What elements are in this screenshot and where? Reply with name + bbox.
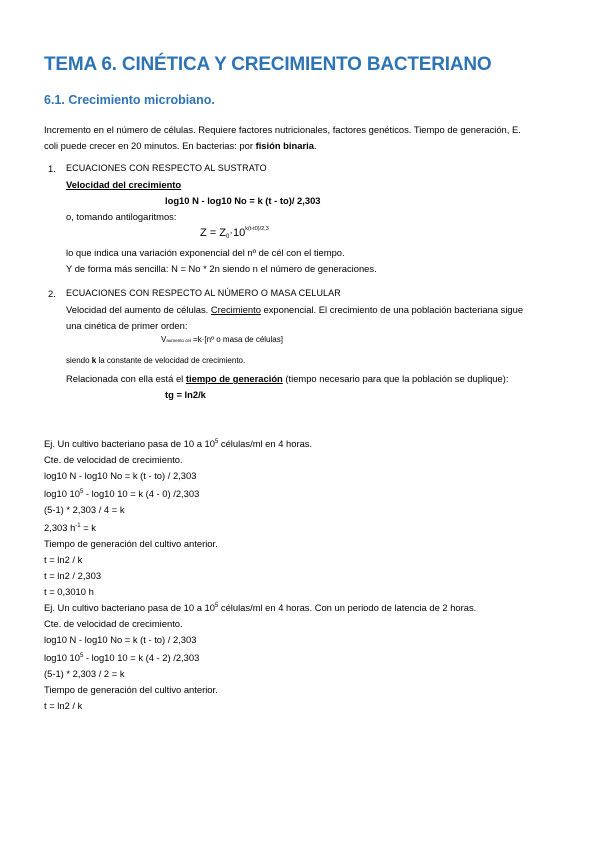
z-formula: $Z = Z0\cdot 10^{k(t-t0)/2,3}$ — [200, 226, 269, 240]
example-2-line-7: t = ln2 / k — [44, 700, 83, 711]
section-subtitle: 6.1. Crecimiento microbiano. — [44, 93, 215, 107]
example-1-line-2: Cte. de velocidad de crecimiento. — [44, 454, 183, 465]
generation-time-term: tiempo de generación — [185, 373, 283, 384]
example-2-line-1: Ej. Un cultivo bacteriano pasa de 10 a $10^5$ células/ml en 4 horas. Con un periodo de latencia de 2 horas. — [44, 602, 477, 613]
tg-formula: tg = ln2/k — [165, 389, 206, 400]
log-formula: log10 N - log10 No = k (t - to)/ 2,303 — [165, 195, 321, 206]
section-2-line-1: Velocidad del aumento de células. Crecimiento exponencial. El crecimiento de una población bacteriana sigue — [66, 304, 524, 315]
example-1-line-4: log10 $10^5 - \log 10$ 10 = k (4 - 0) /2,303 — [44, 488, 200, 499]
siendo-note: siendo k la constante de velocidad de crecimiento. — [66, 356, 246, 365]
antilog-text: o, tomando antilogaritmos: — [66, 211, 177, 222]
example-2-line-3: log10 N - log10 No = k (t - to) / 2,303 — [44, 634, 197, 645]
example-1-line-8: t = ln2 / k — [44, 554, 83, 565]
example-1-line-3: log10 N - log10 No = k (t - to) / 2,303 — [44, 470, 197, 481]
example-2-line-2: Cte. de velocidad de crecimiento. — [44, 618, 183, 629]
example-2-line-4: log10 $10^5 - \log 10$ 10 = k (4 - 2) /2,303 — [44, 652, 200, 663]
section-2-line-2: una cinética de primer orden: — [66, 320, 188, 331]
example-1-line-9: t = ln2 / 2,303 — [44, 570, 102, 581]
example-1-line-7: Tiempo de generación del cultivo anterior. — [44, 538, 218, 549]
desc-line-2: Y de forma más sencilla: N = No * 2n siendo n el número de generaciones. — [66, 263, 377, 274]
document-title: TEMA 6. CINÉTICA Y CRECIMIENTO BACTERIANO — [44, 54, 492, 75]
intro-paragraph — [44, 122, 521, 154]
section-2-heading: ECUACIONES CON RESPECTO AL NÚMERO O MASA CELULAR — [66, 288, 341, 298]
example-1 — [44, 434, 312, 600]
velocity-label: Velocidad del crecimiento — [66, 179, 182, 190]
section-1-number: 1. — [48, 163, 56, 174]
example-1-line-1: Ej. Un cultivo bacteriano pasa de 10 a $10^5$ células/ml en 4 horas. — [44, 438, 313, 449]
example-2 — [44, 598, 476, 714]
intro-bold-term: fisión binaria — [255, 140, 314, 151]
example-1-line-5: (5-1) * 2,303 / 4 = k — [44, 504, 125, 515]
crecimiento-term: Crecimiento — [210, 304, 261, 315]
v-formula: Vaumento cel =k·[nº o masa de células] — [161, 335, 283, 344]
example-1-line-10: t = 0,3010 h — [44, 586, 94, 597]
intro-line-2: coli puede crecer en 20 minutos. En bacterias: por fisión binaria. — [44, 140, 317, 151]
example-2-line-6: Tiempo de generación del cultivo anterior. — [44, 684, 218, 695]
section-2-number: 2. — [48, 288, 56, 299]
intro-line-1: Incremento en el número de células. Requiere factores nutricionales, factores genéticos. Tiempo de generación, E. — [44, 124, 521, 135]
example-2-line-5: (5-1) * 2,303 / 2 = k — [44, 668, 125, 679]
example-1-line-6: 2,303 $h^{-1} = k$ — [44, 522, 96, 533]
related-text: Relacionada con ella está el tiempo de generación (tiempo necesario para que la población se duplique): — [66, 373, 509, 384]
section-1-heading: ECUACIONES CON RESPECTO AL SUSTRATO — [66, 163, 267, 173]
desc-line-1: lo que indica una variación exponencial del nº de cél con el tiempo. — [66, 247, 345, 258]
